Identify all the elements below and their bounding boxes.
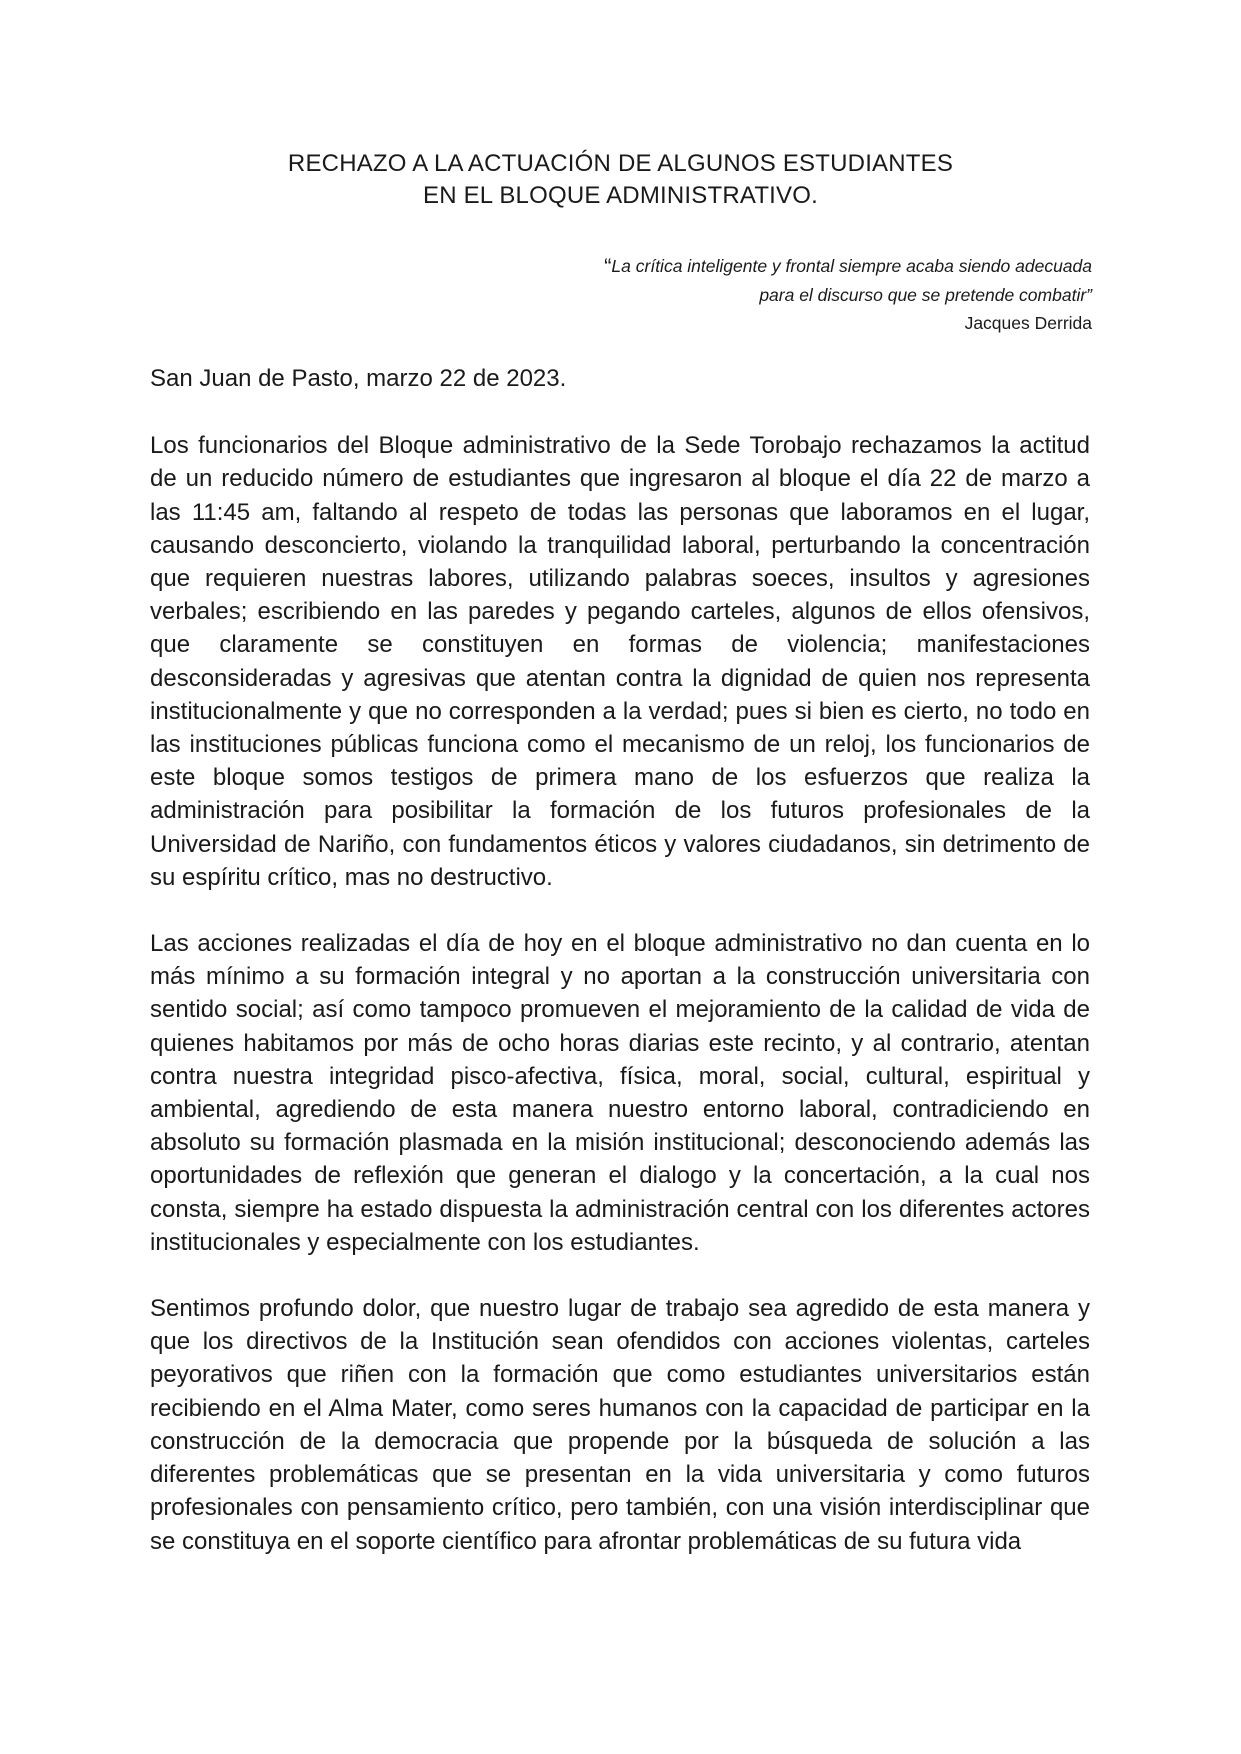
title-line-2: EN EL BLOQUE ADMINISTRATIVO.	[422, 182, 818, 209]
paragraph-2: Las acciones realizadas el día de hoy en el bloque administrativo no dan cuenta en lo más mínimo a su formación integral y no aportan a la construcción universitaria con sentido social; así como tampoco promueven el mejoramiento de la calidad de vida de quienes habitamos por más de ocho horas diarias este recinto, y al contrario, atentan contra nuestra integridad pisco-afectiva, física, moral, social, cultural, espiritual y ambiental, agrediendo de esta manera nuestro entorno laboral, contradiciendo en absoluto su formación plasmada en la misión institucional; desconociendo además las oportunidades de reflexión que generan el dialogo y la concertación, a la cual nos consta, siempre ha estado dispuesta la administración central con los diferentes actores institucionales y especialmente con los estudiantes.	[150, 930, 1090, 1256]
document-title	[0, 148, 1241, 212]
epigraph-line-1	[500, 252, 1092, 281]
document-date: San Juan de Pasto, marzo 22 de 2023.	[150, 365, 567, 392]
title-line-1: RECHAZO A LA ACTUACIÓN DE ALGUNOS ESTUDIANTES	[287, 150, 954, 177]
epigraph-open-quote: “	[604, 254, 612, 279]
document-body	[150, 362, 1090, 1591]
paragraph-1: Los funcionarios del Bloque administrativo de la Sede Torobajo rechazamos la actitud de un reducido número de estudiantes que ingresaron al bloque el día 22 de marzo a las 11:45 am, faltando al respeto de todas las personas que laboramos en el lugar, causando desconcierto, violando la tranquilidad laboral, perturbando la concentración que requieren nuestras labores, utilizando palabras soeces, insultos y agresiones verbales; escribiendo en las paredes y pegando carteles, algunos de ellos ofensivos, que claramente se constituyen en formas de violencia; manifestaciones desconsideradas y agresivas que atentan contra la dignidad de quien nos representa institucionalmente y que no corresponden a la verdad; pues si bien es cierto, no todo en las instituciones públicas funciona como el mecanismo de un reloj, los funcionarios de este bloque somos testigos de primera mano de los esfuerzos que realiza la administración para posibilitar la formación de los futuros profesionales de la Universidad de Nariño, con fundamentos éticos y valores ciudadanos, sin detrimento de su espíritu crítico, mas no destructivo.	[150, 432, 1090, 891]
epigraph-line-1-text: La crítica inteligente y frontal siempre acaba siendo adecuada	[611, 256, 1092, 276]
epigraph-line-2: para el discurso que se pretende combatir”	[759, 285, 1092, 305]
epigraph-author: Jacques Derrida	[964, 313, 1092, 333]
epigraph	[500, 252, 1092, 337]
paragraph-3: Sentimos profundo dolor, que nuestro lugar de trabajo sea agredido de esta manera y que los directivos de la Institución sean ofendidos con acciones violentas, carteles peyorativos que riñen con la formación que como estudiantes universitarios están recibiendo en el Alma Mater, como seres humanos con la capacidad de participar en la construcción de la democracia que propende por la búsqueda de solución a las diferentes problemáticas que se presentan en la vida universitaria y como futuros profesionales con pensamiento crítico, pero también, con una visión interdisciplinar que se constituya en el soporte científico para afrontar problemáticas de su futura vida	[150, 1295, 1090, 1555]
